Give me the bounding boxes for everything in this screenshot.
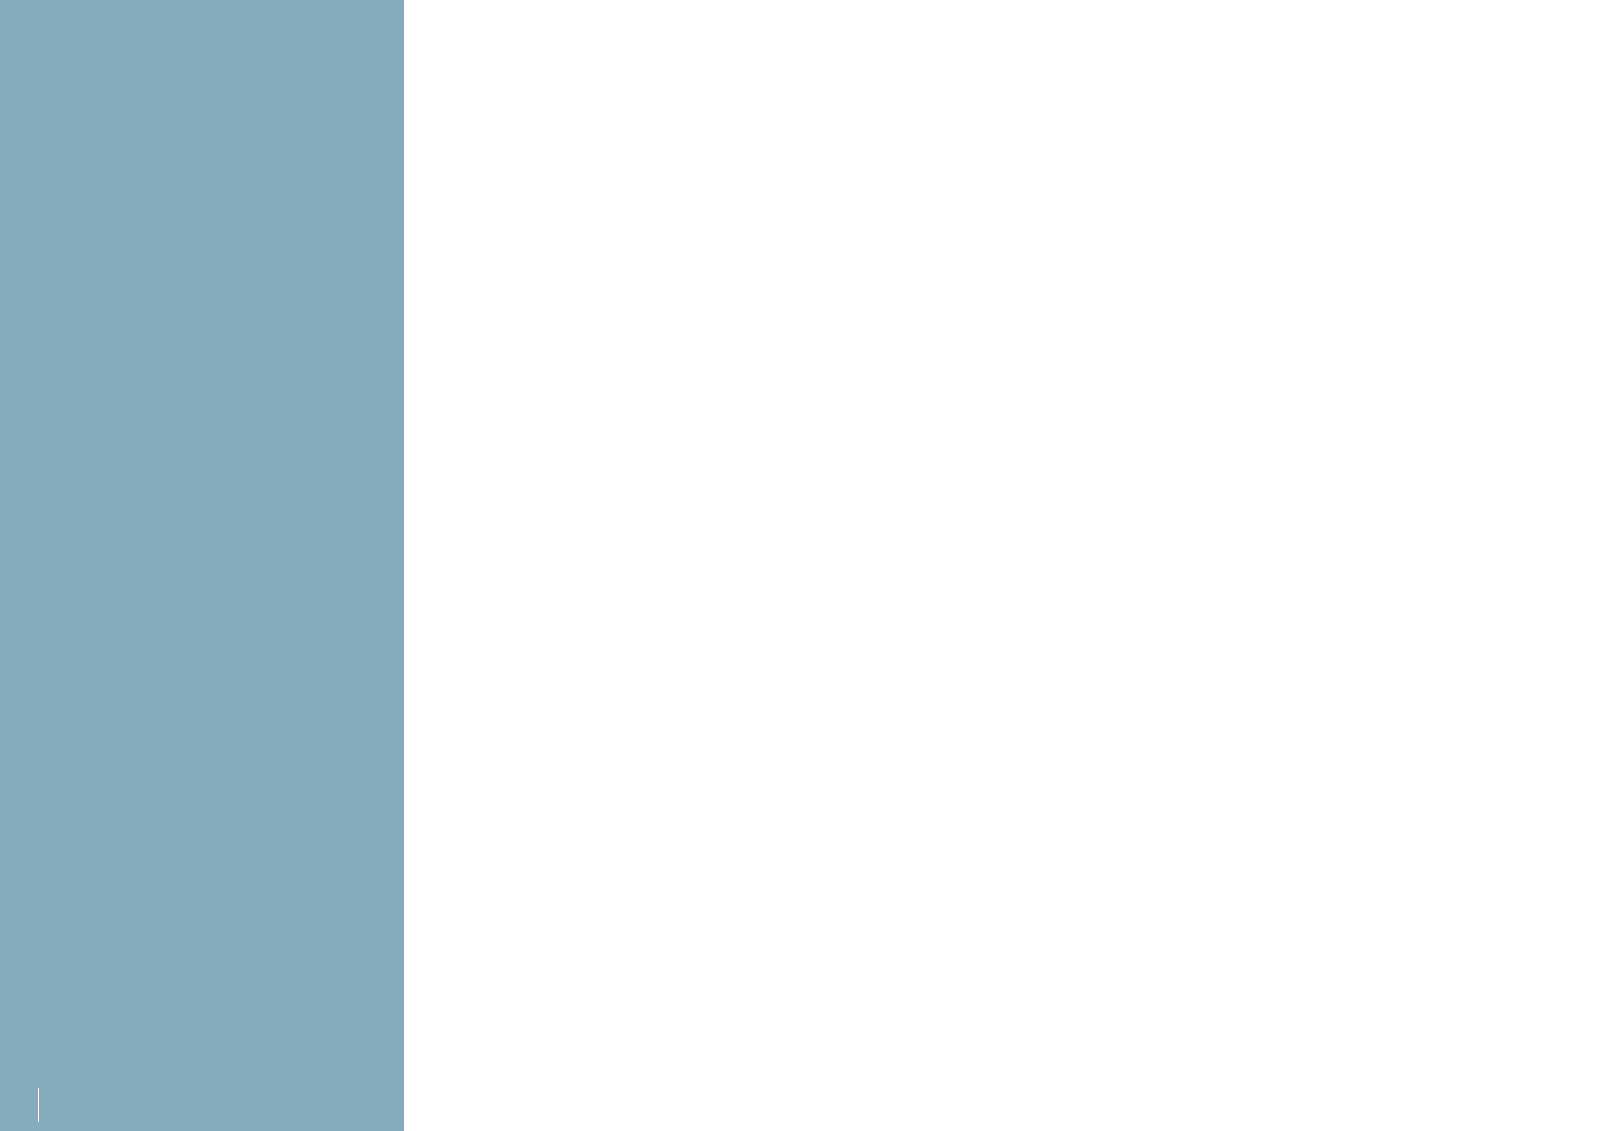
- page-number-divider: [38, 1088, 39, 1122]
- sidebar: [0, 0, 404, 1131]
